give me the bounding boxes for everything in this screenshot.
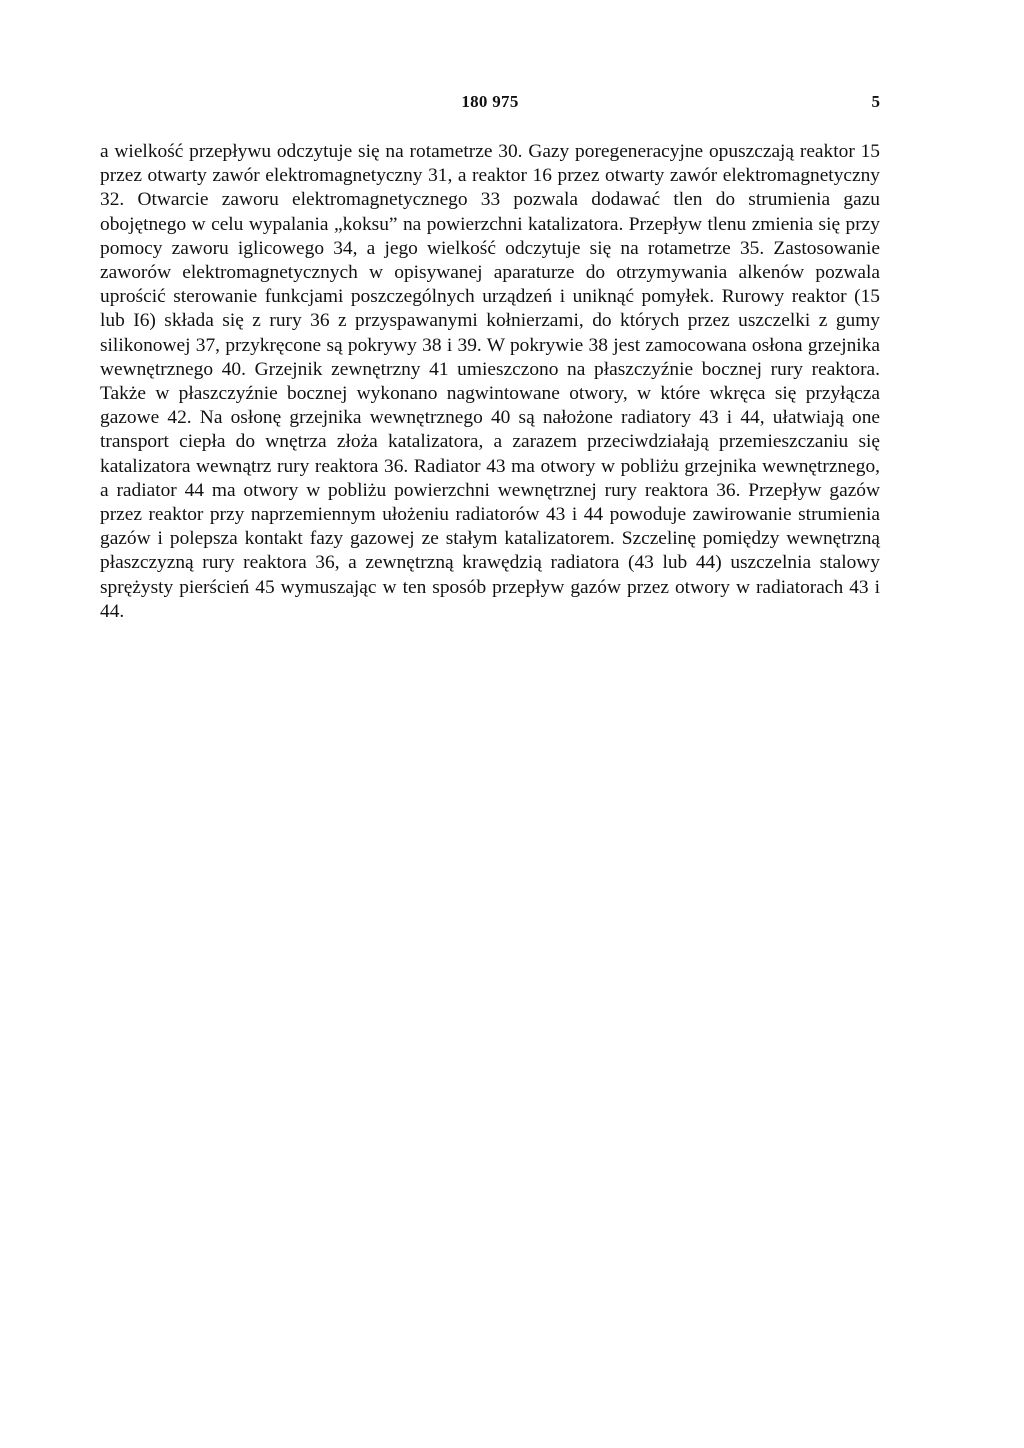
page-header (100, 92, 880, 118)
body-paragraph: a wielkość przepływu odczytuje się na rotametrze 30. Gazy poregeneracyjne opuszczają reaktor 15 przez otwarty zawór elektromagnetyczny 31, a reaktor 16 przez otwarty zawór elektromagnetyczny 32. Otwarcie zaworu elektromagnetycznego 33 pozwala dodawać tlen do strumienia gazu obojętnego w celu wypalania „koksu” na powierzchni katalizatora. Przepływ tlenu zmienia się przy pomocy zaworu iglicowego 34, a jego wielkość odczytuje się na rotametrze 35. Zastosowanie zaworów elektromagnetycznych w opisywanej aparaturze do otrzymywania alkenów pozwala uprościć sterowanie funkcjami poszczególnych urządzeń i uniknąć pomyłek. Rurowy reaktor (15 lub I6) składa się z rury 36 z przyspawanymi kołnierzami, do których przez uszczelki z gumy silikonowej 37, przykręcone są pokrywy 38 i 39. W pokrywie 38 jest zamocowana osłona grzejnika wewnętrznego 40. Grzejnik zewnętrzny 41 umieszczono na płaszczyźnie bocznej rury reaktora. Także w płaszczyźnie bocznej wykonano nagwintowane otwory, w które wkręca się przyłącza gazowe 42. Na osłonę grzejnika wewnętrznego 40 są nałożone radiatory 43 i 44, ułatwiają one transport ciepła do wnętrza złoża katalizatora, a zarazem przeciwdziałają przemieszczaniu się katalizatora wewnątrz rury reaktora 36. Radiator 43 ma otwory w pobliżu grzejnika wewnętrznego, a radiator 44 ma otwory w pobliżu powierzchni wewnętrznej rury reaktora 36. Przepływ gazów przez reaktor przy naprzemiennym ułożeniu radiatorów 43 i 44 powoduje zawirowanie strumienia gazów i polepsza kontakt fazy gazowej ze stałym katalizatorem. Szczelinę pomiędzy wewnętrzną płaszczyzną rury reaktora 36, a zewnętrzną krawędzią radiatora (43 lub 44) uszczelnia stalowy sprężysty pierścień 45 wymuszając w ten sposób przepływ gazów przez otwory w radiatorach 43 i 44. (100, 141, 880, 622)
page-number: 5 (871, 92, 880, 111)
document-number: 180 975 (461, 92, 519, 111)
